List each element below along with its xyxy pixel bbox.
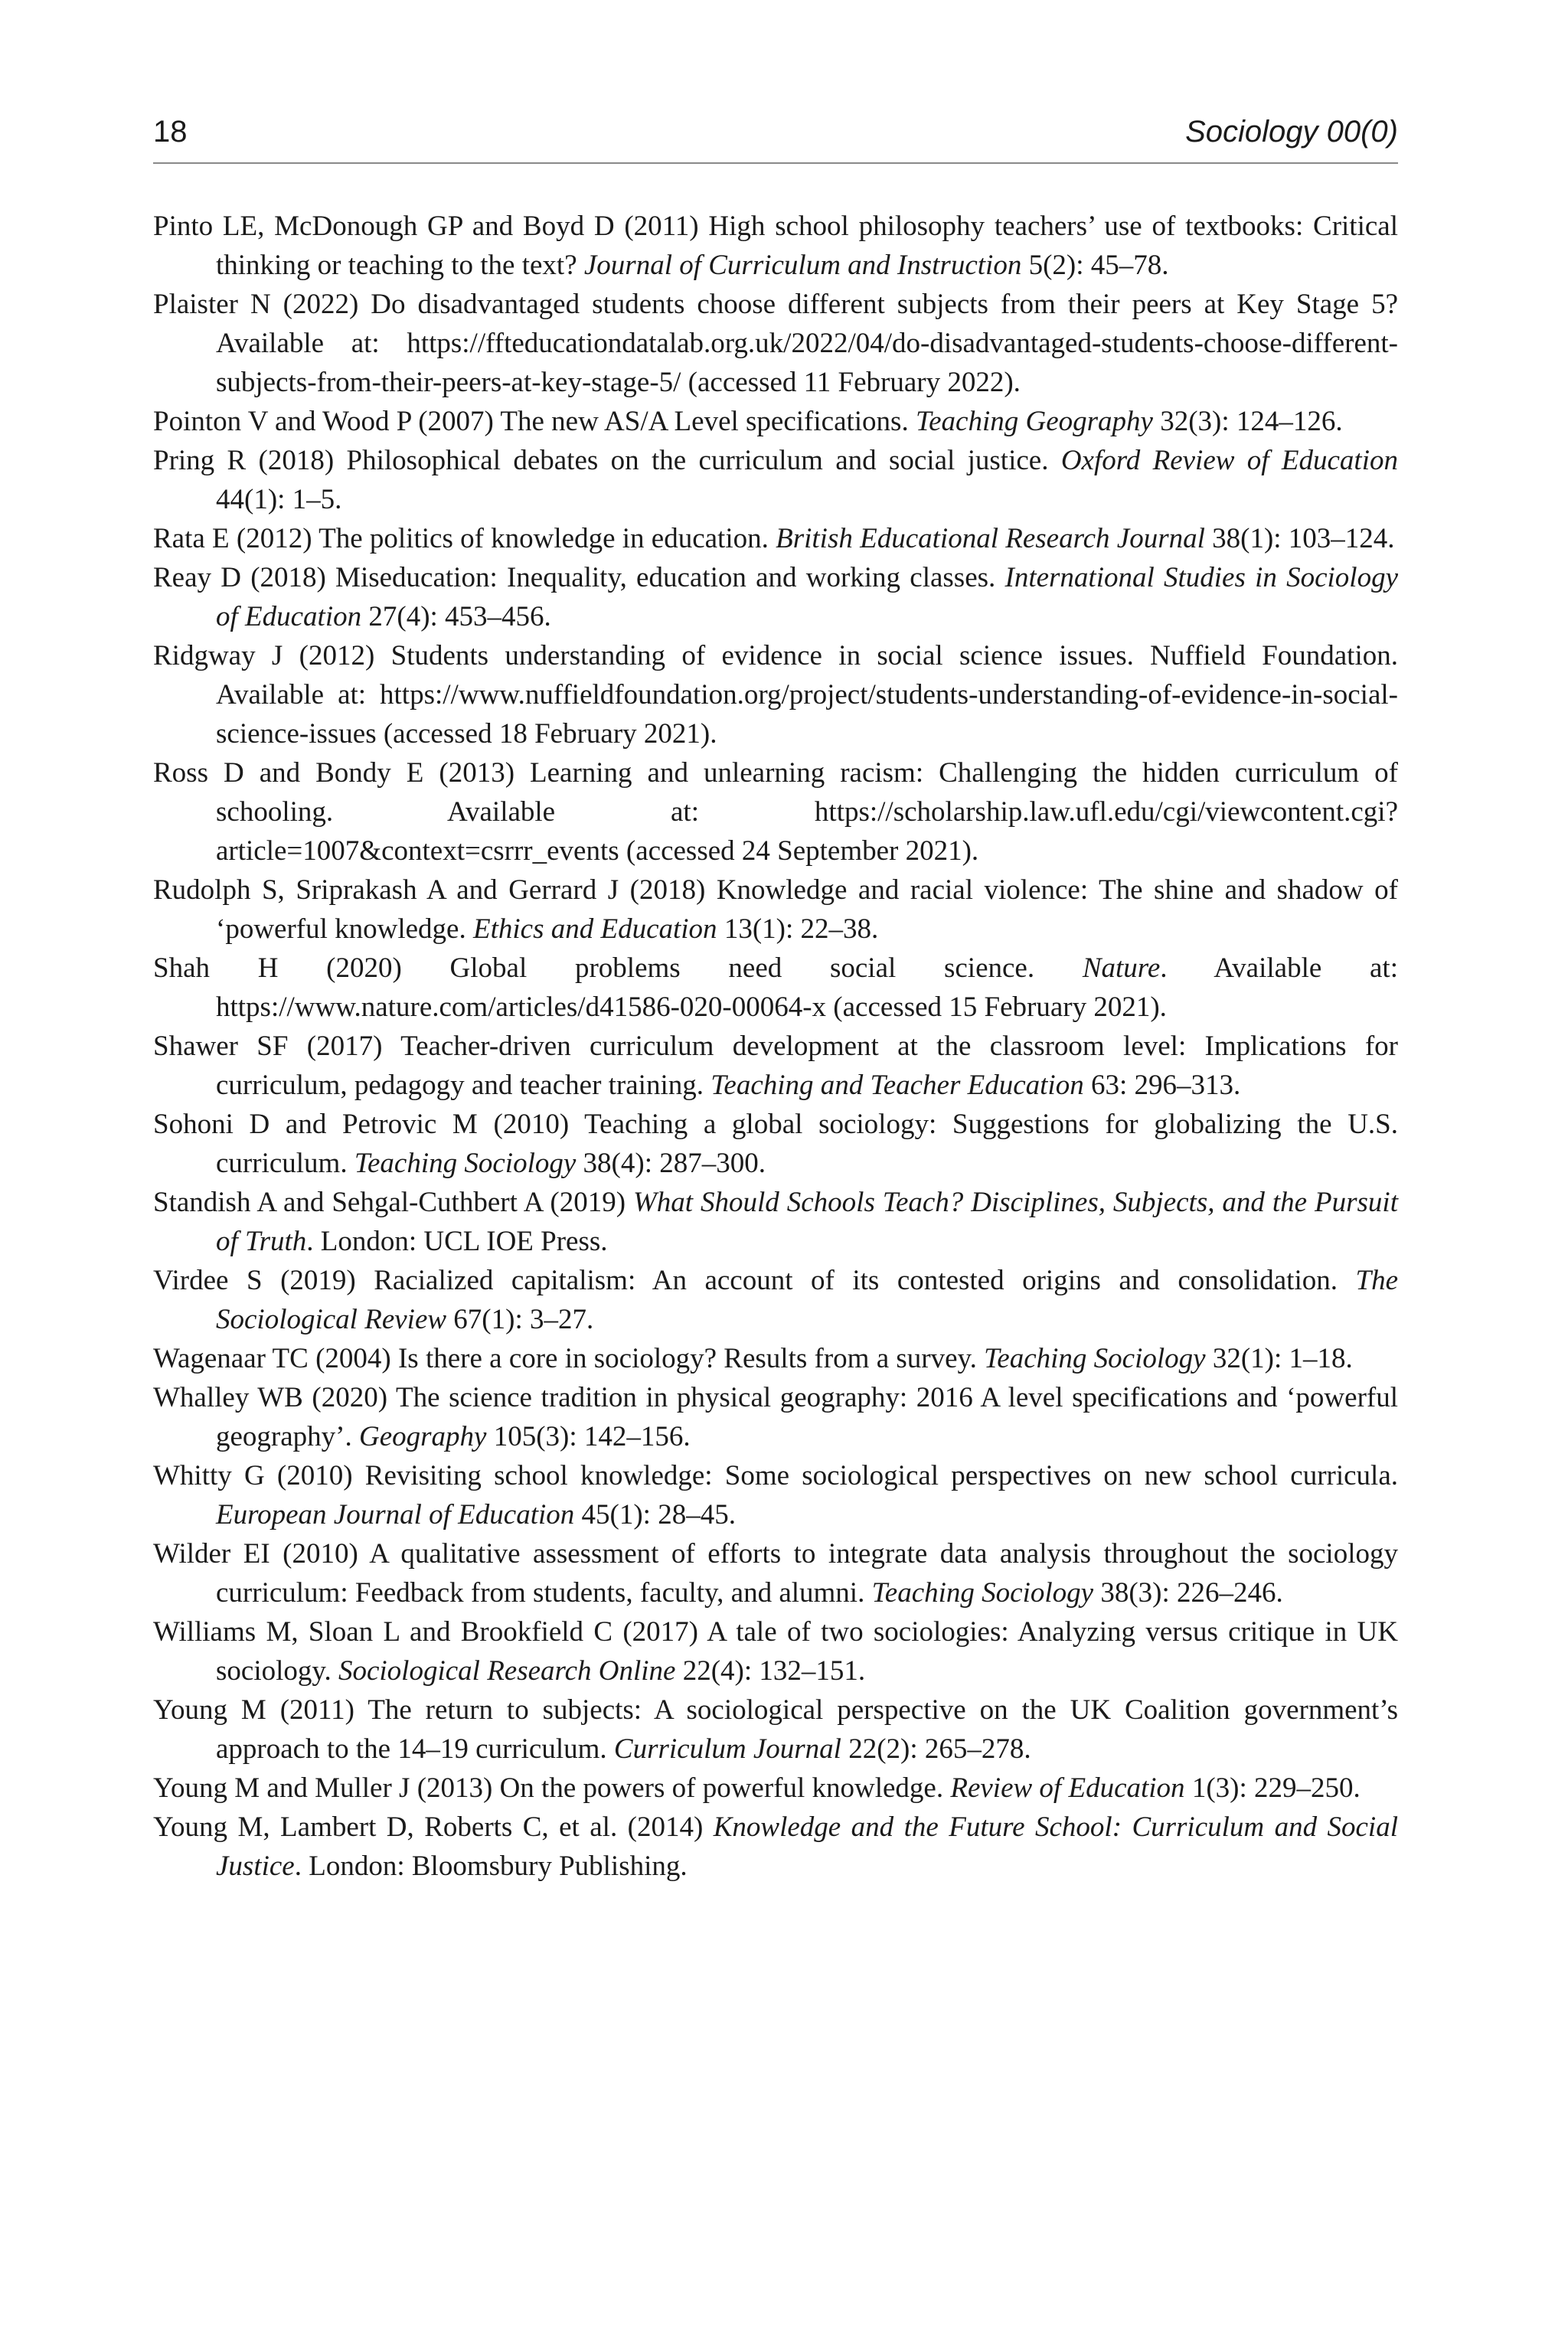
reference-details: . Available at: https://www.nature.com/articles/d41586-020-00064-x (accessed 15 February 2021).	[216, 952, 1398, 1023]
reference-entry	[153, 1339, 1398, 1378]
reference-entry	[153, 1808, 1398, 1886]
reference-entry	[153, 1769, 1398, 1808]
reference-details: 38(4): 287–300.	[576, 1148, 766, 1179]
reference-details: . London: Bloomsbury Publishing.	[294, 1851, 688, 1882]
reference-source-title: Ethics and Education	[472, 913, 717, 945]
reference-entry	[153, 207, 1398, 285]
reference-details: 32(3): 124–126.	[1152, 406, 1343, 437]
reference-source-title: British Educational Research Journal	[776, 523, 1205, 554]
reference-details: 67(1): 3–27.	[446, 1304, 594, 1335]
reference-details: 13(1): 22–38.	[717, 913, 879, 945]
reference-entry	[153, 1105, 1398, 1183]
reference-source-title: Oxford Review of Education	[1060, 445, 1398, 476]
reference-entry	[153, 402, 1398, 441]
reference-entry	[153, 285, 1398, 402]
reference-entry	[153, 1456, 1398, 1534]
reference-source-title: Teaching Sociology	[984, 1343, 1206, 1374]
reference-text: Young M (2011) The return to subjects: A sociological perspective on the UK Coalition government’s approach to the 14–19 curriculum.	[153, 1694, 1398, 1765]
reference-source-title: Teaching Sociology	[871, 1577, 1094, 1609]
reference-text: Whalley WB (2020) The science tradition in physical geography: 2016 A level specifications and ‘powerful geography’.	[153, 1382, 1398, 1452]
reference-text: Plaister N (2022) Do disadvantaged students choose different subjects from their peers at Key Stage 5? Available at: https://ffteducationdatalab.org.uk/2022/04/do-disadvantaged-students-choose-different-subjects-from-their-peers-at-key-stage-5/ (accessed 11 February 2022).	[153, 289, 1398, 398]
reference-text: Ridgway J (2012) Students understanding of evidence in social science issues. Nuffield Foundation. Available at: https://www.nuffieldfoundation.org/project/students-understanding-of-evidence-in-social-science-issues (accessed 18 February 2021).	[153, 640, 1398, 750]
reference-text: Shawer SF (2017) Teacher-driven curriculum development at the classroom level: Implications for curriculum, pedagogy and teacher training.	[153, 1031, 1398, 1101]
reference-details: 38(1): 103–124.	[1204, 523, 1395, 554]
reference-details: 32(1): 1–18.	[1205, 1343, 1353, 1374]
reference-entry	[153, 871, 1398, 949]
reference-source-title: Nature	[1082, 952, 1161, 984]
reference-source-title: Teaching and Teacher Education	[710, 1070, 1084, 1101]
reference-text: Young M and Muller J (2013) On the powers of powerful knowledge.	[153, 1772, 951, 1804]
reference-source-title: What Should Schools Teach? Disciplines, Subjects, and the Pursuit of Truth	[216, 1187, 1398, 1257]
reference-entry	[153, 1690, 1398, 1769]
reference-text: Whitty G (2010) Revisiting school knowledge: Some sociological perspectives on new school curricula.	[153, 1460, 1398, 1491]
reference-text: Virdee S (2019) Racialized capitalism: An account of its contested origins and consolidation.	[153, 1265, 1356, 1296]
reference-entry	[153, 558, 1398, 636]
reference-source-title: International Studies in Sociology of Education	[216, 562, 1398, 632]
reference-entry	[153, 1261, 1398, 1339]
reference-entry	[153, 441, 1398, 519]
reference-text: Standish A and Sehgal-Cuthbert A (2019)	[153, 1187, 633, 1218]
reference-text: Shah H (2020) Global problems need social science.	[153, 952, 1083, 984]
reference-details: 45(1): 28–45.	[574, 1499, 736, 1530]
running-header	[153, 113, 1398, 164]
reference-entry	[153, 949, 1398, 1027]
reference-text: Young M, Lambert D, Roberts C, et al. (2014)	[153, 1811, 714, 1843]
journal-running-title: Sociology 00(0)	[1185, 115, 1398, 149]
reference-entry	[153, 519, 1398, 558]
reference-source-title: Knowledge and the Future School: Curriculum and Social Justice	[216, 1811, 1398, 1882]
reference-text: Rata E (2012) The politics of knowledge in education.	[153, 523, 776, 554]
reference-source-title: Teaching Sociology	[354, 1148, 577, 1179]
reference-details: 5(2): 45–78.	[1021, 250, 1169, 281]
reference-source-title: Review of Education	[950, 1772, 1185, 1804]
reference-details: 105(3): 142–156.	[486, 1421, 691, 1452]
reference-source-title: The Sociological Review	[216, 1265, 1398, 1335]
reference-details: 22(4): 132–151.	[675, 1655, 866, 1687]
reference-entry	[153, 1027, 1398, 1105]
reference-text: Rudolph S, Sriprakash A and Gerrard J (2018) Knowledge and racial violence: The shine and shadow of ‘powerful knowledge.	[153, 874, 1398, 945]
reference-entry	[153, 1183, 1398, 1261]
reference-source-title: European Journal of Education	[216, 1499, 575, 1530]
reference-details: . London: UCL IOE Press.	[306, 1226, 608, 1257]
reference-source-title: Teaching Geography	[915, 406, 1153, 437]
reference-text: Ross D and Bondy E (2013) Learning and unlearning racism: Challenging the hidden curriculum of schooling. Available at: https://scholarship.law.ufl.edu/cgi/viewcontent.cgi?article=1007&context=csrrr_events (accessed 24 September 2021).	[153, 757, 1398, 867]
reference-list	[153, 207, 1398, 1886]
reference-text: Pring R (2018) Philosophical debates on the curriculum and social justice.	[153, 445, 1061, 476]
reference-source-title: Curriculum Journal	[613, 1733, 841, 1765]
reference-details: 1(3): 229–250.	[1184, 1772, 1361, 1804]
reference-text: Wagenaar TC (2004) Is there a core in sociology? Results from a survey.	[153, 1343, 985, 1374]
reference-details: 27(4): 453–456.	[361, 601, 551, 632]
reference-entry	[153, 1612, 1398, 1690]
reference-details: 63: 296–313.	[1083, 1070, 1241, 1101]
reference-text: Wilder EI (2010) A qualitative assessment of efforts to integrate data analysis throughout the sociology curriculum: Feedback from students, faculty, and alumni.	[153, 1538, 1398, 1609]
reference-details: 22(2): 265–278.	[841, 1733, 1031, 1765]
reference-source-title: Sociological Research Online	[338, 1655, 676, 1687]
reference-source-title: Journal of Curriculum and Instruction	[583, 250, 1022, 281]
reference-entry	[153, 753, 1398, 871]
reference-text: Reay D (2018) Miseducation: Inequality, education and working classes.	[153, 562, 1005, 593]
reference-text: Williams M, Sloan L and Brookfield C (2017) A tale of two sociologies: Analyzing versus critique in UK sociology.	[153, 1616, 1398, 1687]
reference-details: 44(1): 1–5.	[216, 484, 342, 515]
reference-details: 38(3): 226–246.	[1093, 1577, 1283, 1609]
reference-entry	[153, 636, 1398, 753]
reference-text: Pinto LE, McDonough GP and Boyd D (2011) High school philosophy teachers’ use of textbooks: Critical thinking or teaching to the text?	[153, 211, 1398, 281]
reference-entry	[153, 1534, 1398, 1612]
reference-source-title: Geography	[359, 1421, 487, 1452]
reference-text: Sohoni D and Petrovic M (2010) Teaching a global sociology: Suggestions for globalizing the U.S. curriculum.	[153, 1109, 1398, 1179]
reference-entry	[153, 1378, 1398, 1456]
reference-text: Pointon V and Wood P (2007) The new AS/A Level specifications.	[153, 406, 916, 437]
page-number: 18	[153, 115, 188, 149]
